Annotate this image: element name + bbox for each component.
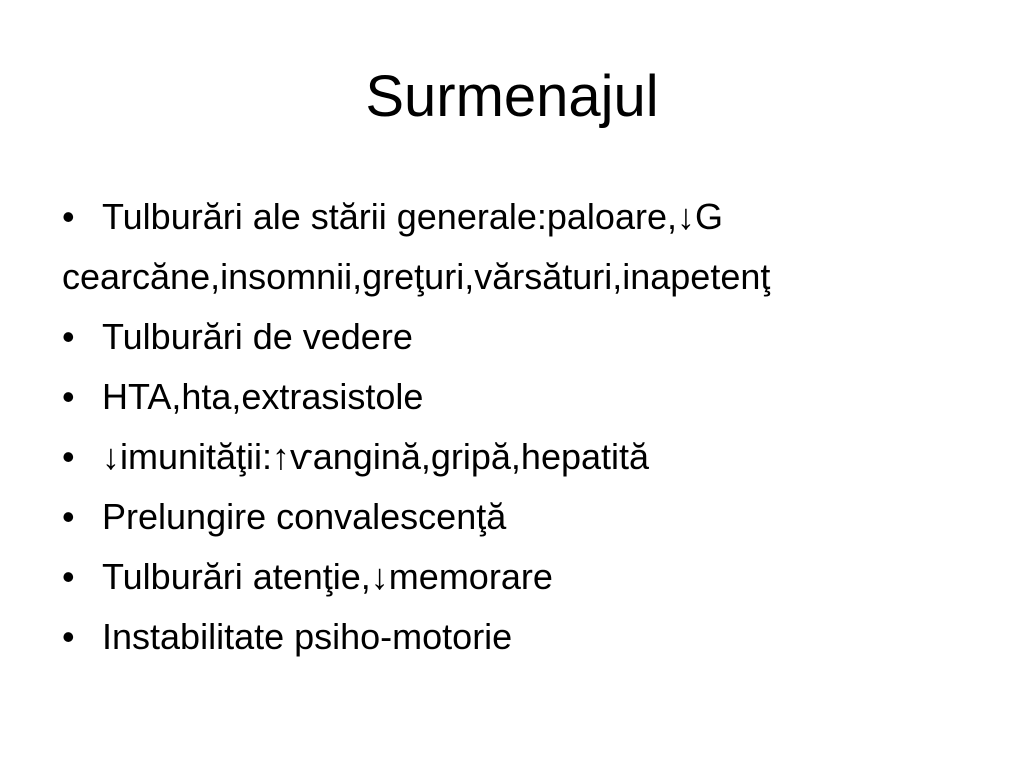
list-item (62, 607, 1002, 667)
list-item-text: Prelungire convalescenţă (102, 496, 507, 537)
bullet-icon: • (62, 436, 75, 477)
bullet-icon: • (62, 496, 75, 537)
bullet-icon: • (62, 556, 75, 597)
list-item (62, 487, 1002, 547)
bullet-icon: • (62, 196, 75, 237)
list-item (62, 427, 1002, 487)
bullet-icon: • (62, 616, 75, 657)
list-item-text: Tulburări ale stării generale:paloare,↓G (102, 196, 723, 237)
slide-title: Surmenajul (365, 64, 659, 129)
bullet-icon: • (62, 316, 75, 357)
list-item (62, 307, 1002, 367)
list-item-text: Instabilitate psiho-motorie (102, 616, 513, 657)
list-item-text: ↓imunităţii:↑ѵangină,gripă,hepatită (102, 436, 650, 477)
list-item-text: Tulburări atenţie,↓memorare (102, 556, 553, 597)
bullet-icon: • (62, 376, 75, 417)
bullet-list (62, 187, 1002, 667)
list-item-continuation: cearcăne,insomnii,greţuri,vărsături,inapetenţ (62, 256, 771, 297)
list-item-text: HTA,hta,extrasistole (102, 376, 424, 417)
list-item (62, 187, 1002, 307)
list-item-text: Tulburări de vedere (102, 316, 413, 357)
list-item (62, 547, 1002, 607)
list-item (62, 367, 1002, 427)
